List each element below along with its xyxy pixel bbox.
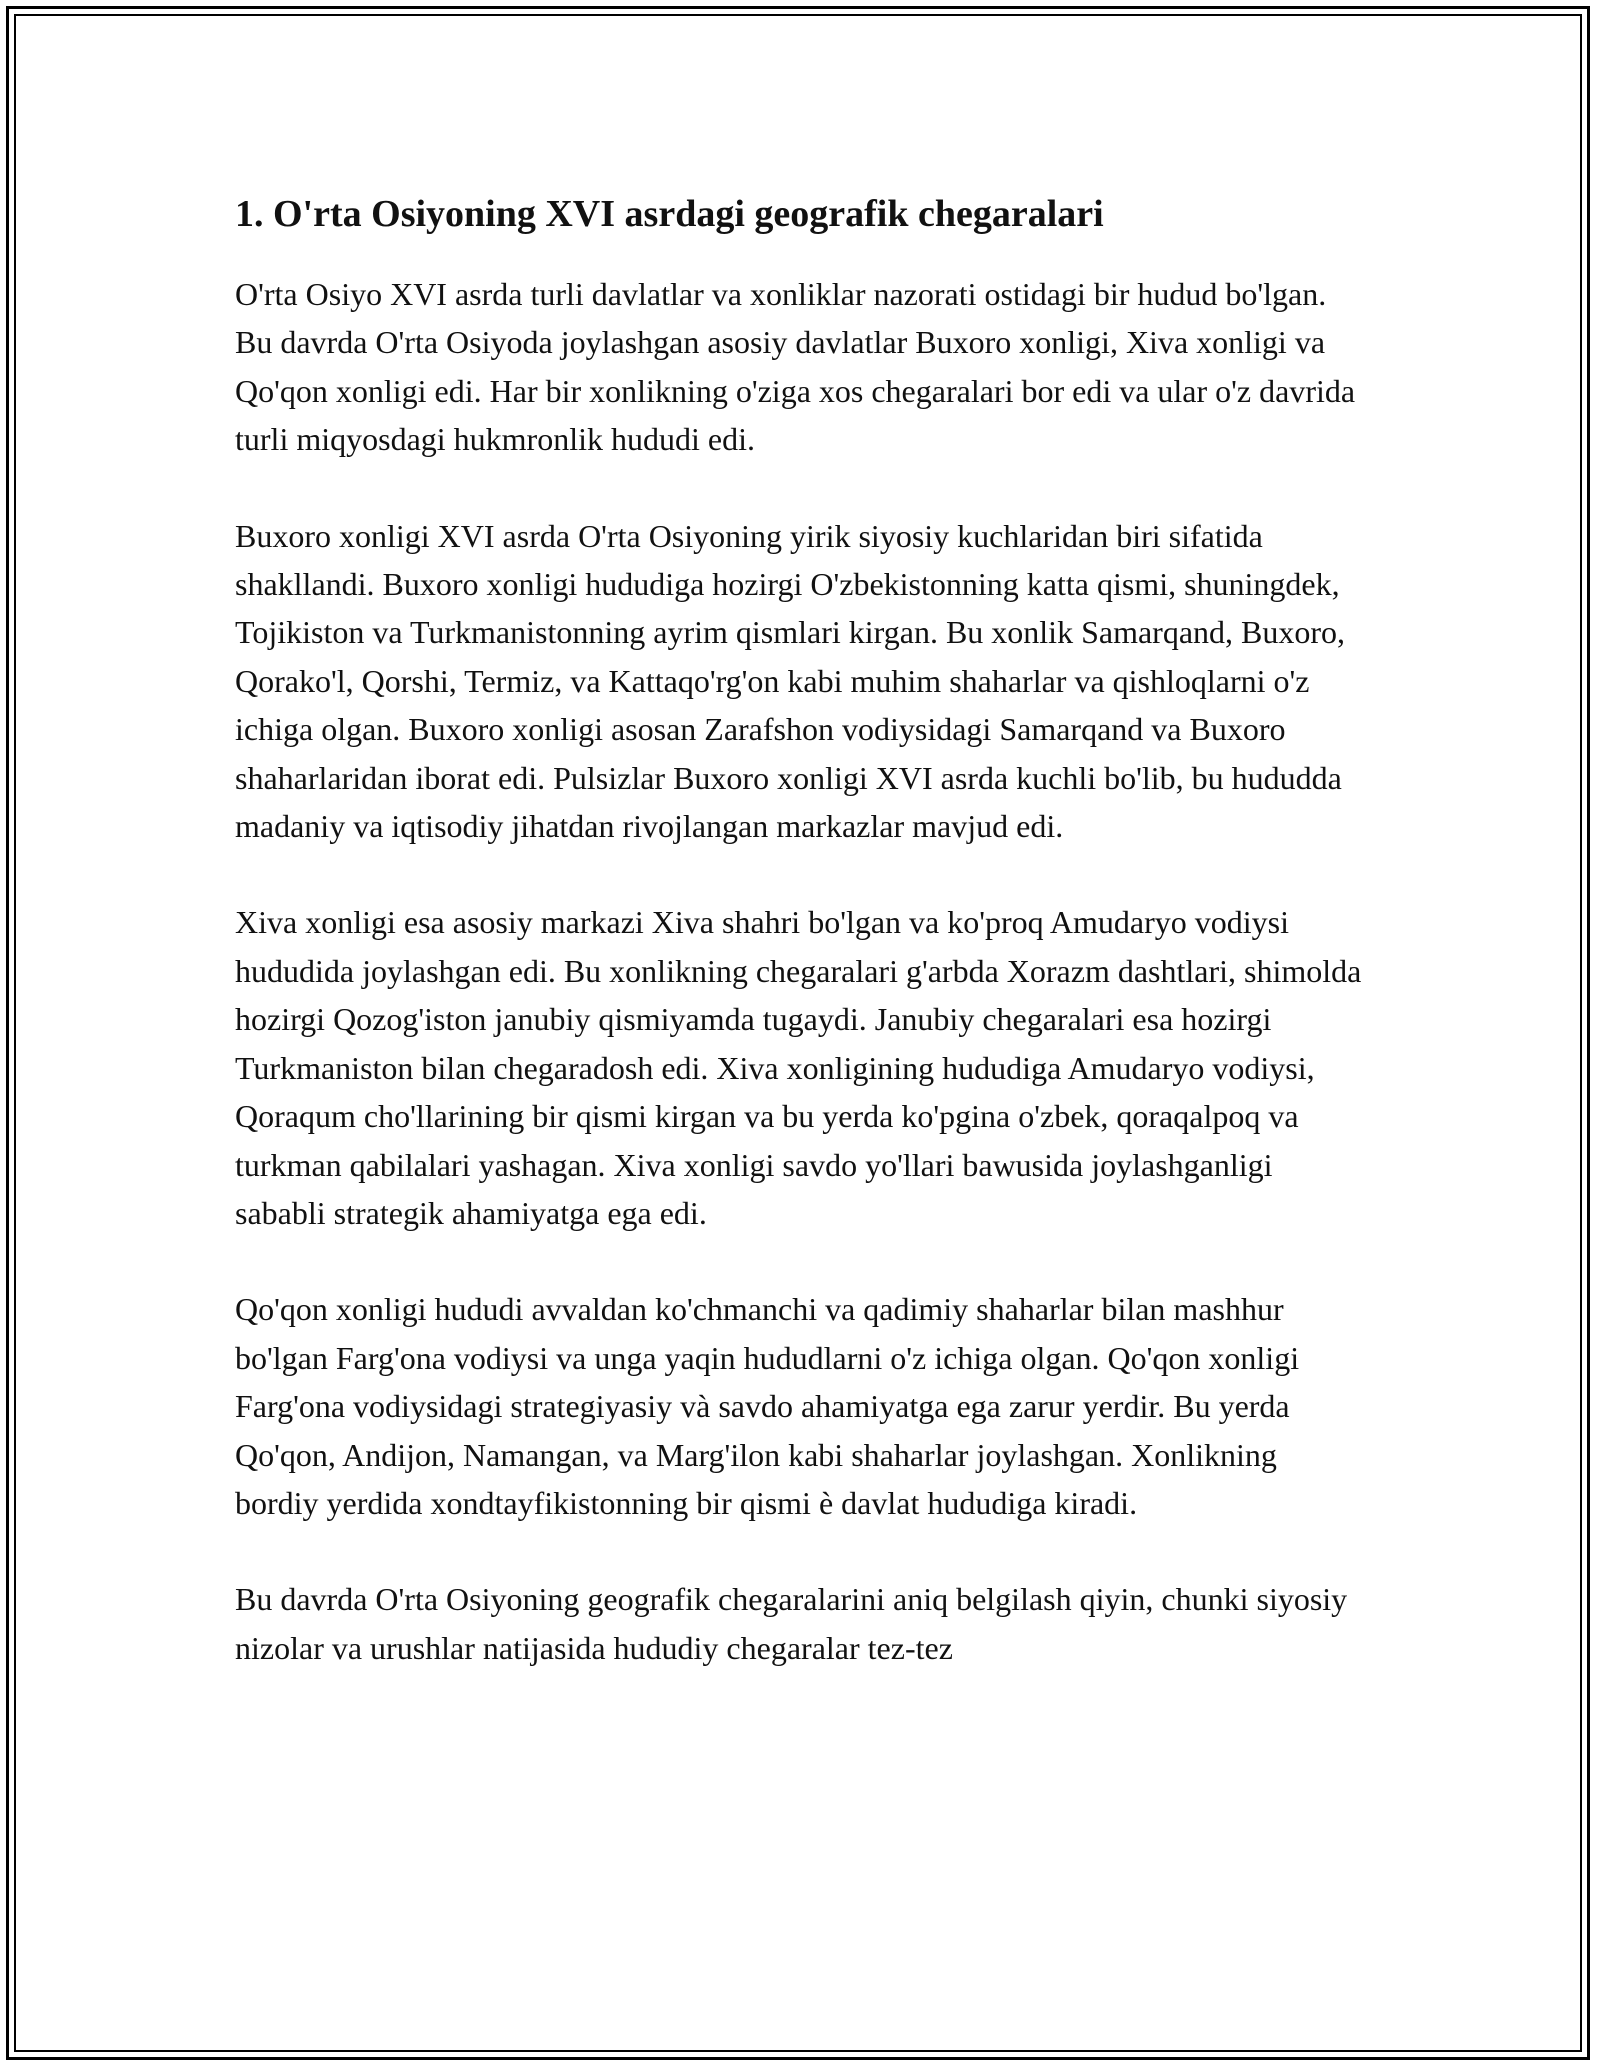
- paragraph-kokand-khanate: Qo'qon xonligi hududi avvaldan ko'chmanchi va qadimiy shaharlar bilan mashhur bo'lgan Farg'ona vodiysi va unga yaqin hududlarni o'z ichiga olgan. Qo'qon xonligi Farg'ona vodiysidagi strategiyasiy và savdo ahamiyatga ega zarur yerdir. Bu yerda Qo'qon, Andijon, Namangan, va Marg'ilon kabi shaharlar joylashgan. Xonlikning bordiy yerdida xondtayfikistonning bir qismi è davlat hududiga kiradi.: [235, 1291, 1300, 1521]
- paragraph-intro: O'rta Osiyo XVI asrda turli davlatlar va xonliklar nazorati ostidagi bir hudud bo'lgan. Bu davrda O'rta Osiyoda joylashgan asosiy davlatlar Buxoro xonligi, Xiva xonligi va Qo'qon xonligi edi. Har bir xonlikning o'ziga xos chegaralari bor edi va ular o'z davrida turli miqyosdagi hukmronlik hududi edi.: [235, 276, 1356, 458]
- paragraph-khiva-khanate: Xiva xonligi esa asosiy markazi Xiva shahri bo'lgan va ko'proq Amudaryo vodiysi hududida joylashgan edi. Bu xonlikning chegaralari g'arbda Xorazm dashtlari, shimolda hozirgi Qozog'iston janubiy qismiyamda tugaydi. Janubiy chegaralari esa hozirgi Turkmaniston bilan chegaradosh edi. Xiva xonligining hududiga Amudaryo vodiysi, Qoraqum cho'llarining bir qismi kirgan va bu yerda ko'pgina o'zbek, qoraqalpoq va turkman qabilalari yashagan. Xiva xonligi savdo yo'llari bawusida joylashganligi sababli strategik ahamiyatga ega edi.: [235, 904, 1362, 1231]
- paragraph-conclusion: Bu davrda O'rta Osiyoning geografik chegaralarini aniq belgilash qiyin, chunki siyosiy nizolar va urushlar natijasida hududiy chegaralar tez-tez: [235, 1581, 1348, 1666]
- paragraph-bukhara-khanate: Buxoro xonligi XVI asrda O'rta Osiyoning yirik siyosiy kuchlaridan biri sifatida shakllandi. Buxoro xonligi hududiga hozirgi O'zbekistonning katta qismi, shuningdek, Tojikiston va Turkmanistonning ayrim qismlari kirgan. Bu xonlik Samarqand, Buxoro, Qorako'l, Qorshi, Termiz, va Kattaqo'rg'on kabi muhim shaharlar va qishloqlarni o'z ichiga olgan. Buxoro xonligi asosan Zarafshon vodiysidagi Samarqand va Buxoro shaharlaridan iborat edi. Pulsizlar Buxoro xonligi XVI asrda kuchli bo'lib, bu hududda madaniy va iqtisodiy jihatdan rivojlangan markazlar mavjud edi.: [235, 517, 1346, 845]
- document-body: [235, 186, 1365, 1720]
- document-title: 1. O'rta Osiyoning XVI asrdagi geografik chegaralari: [235, 193, 1104, 235]
